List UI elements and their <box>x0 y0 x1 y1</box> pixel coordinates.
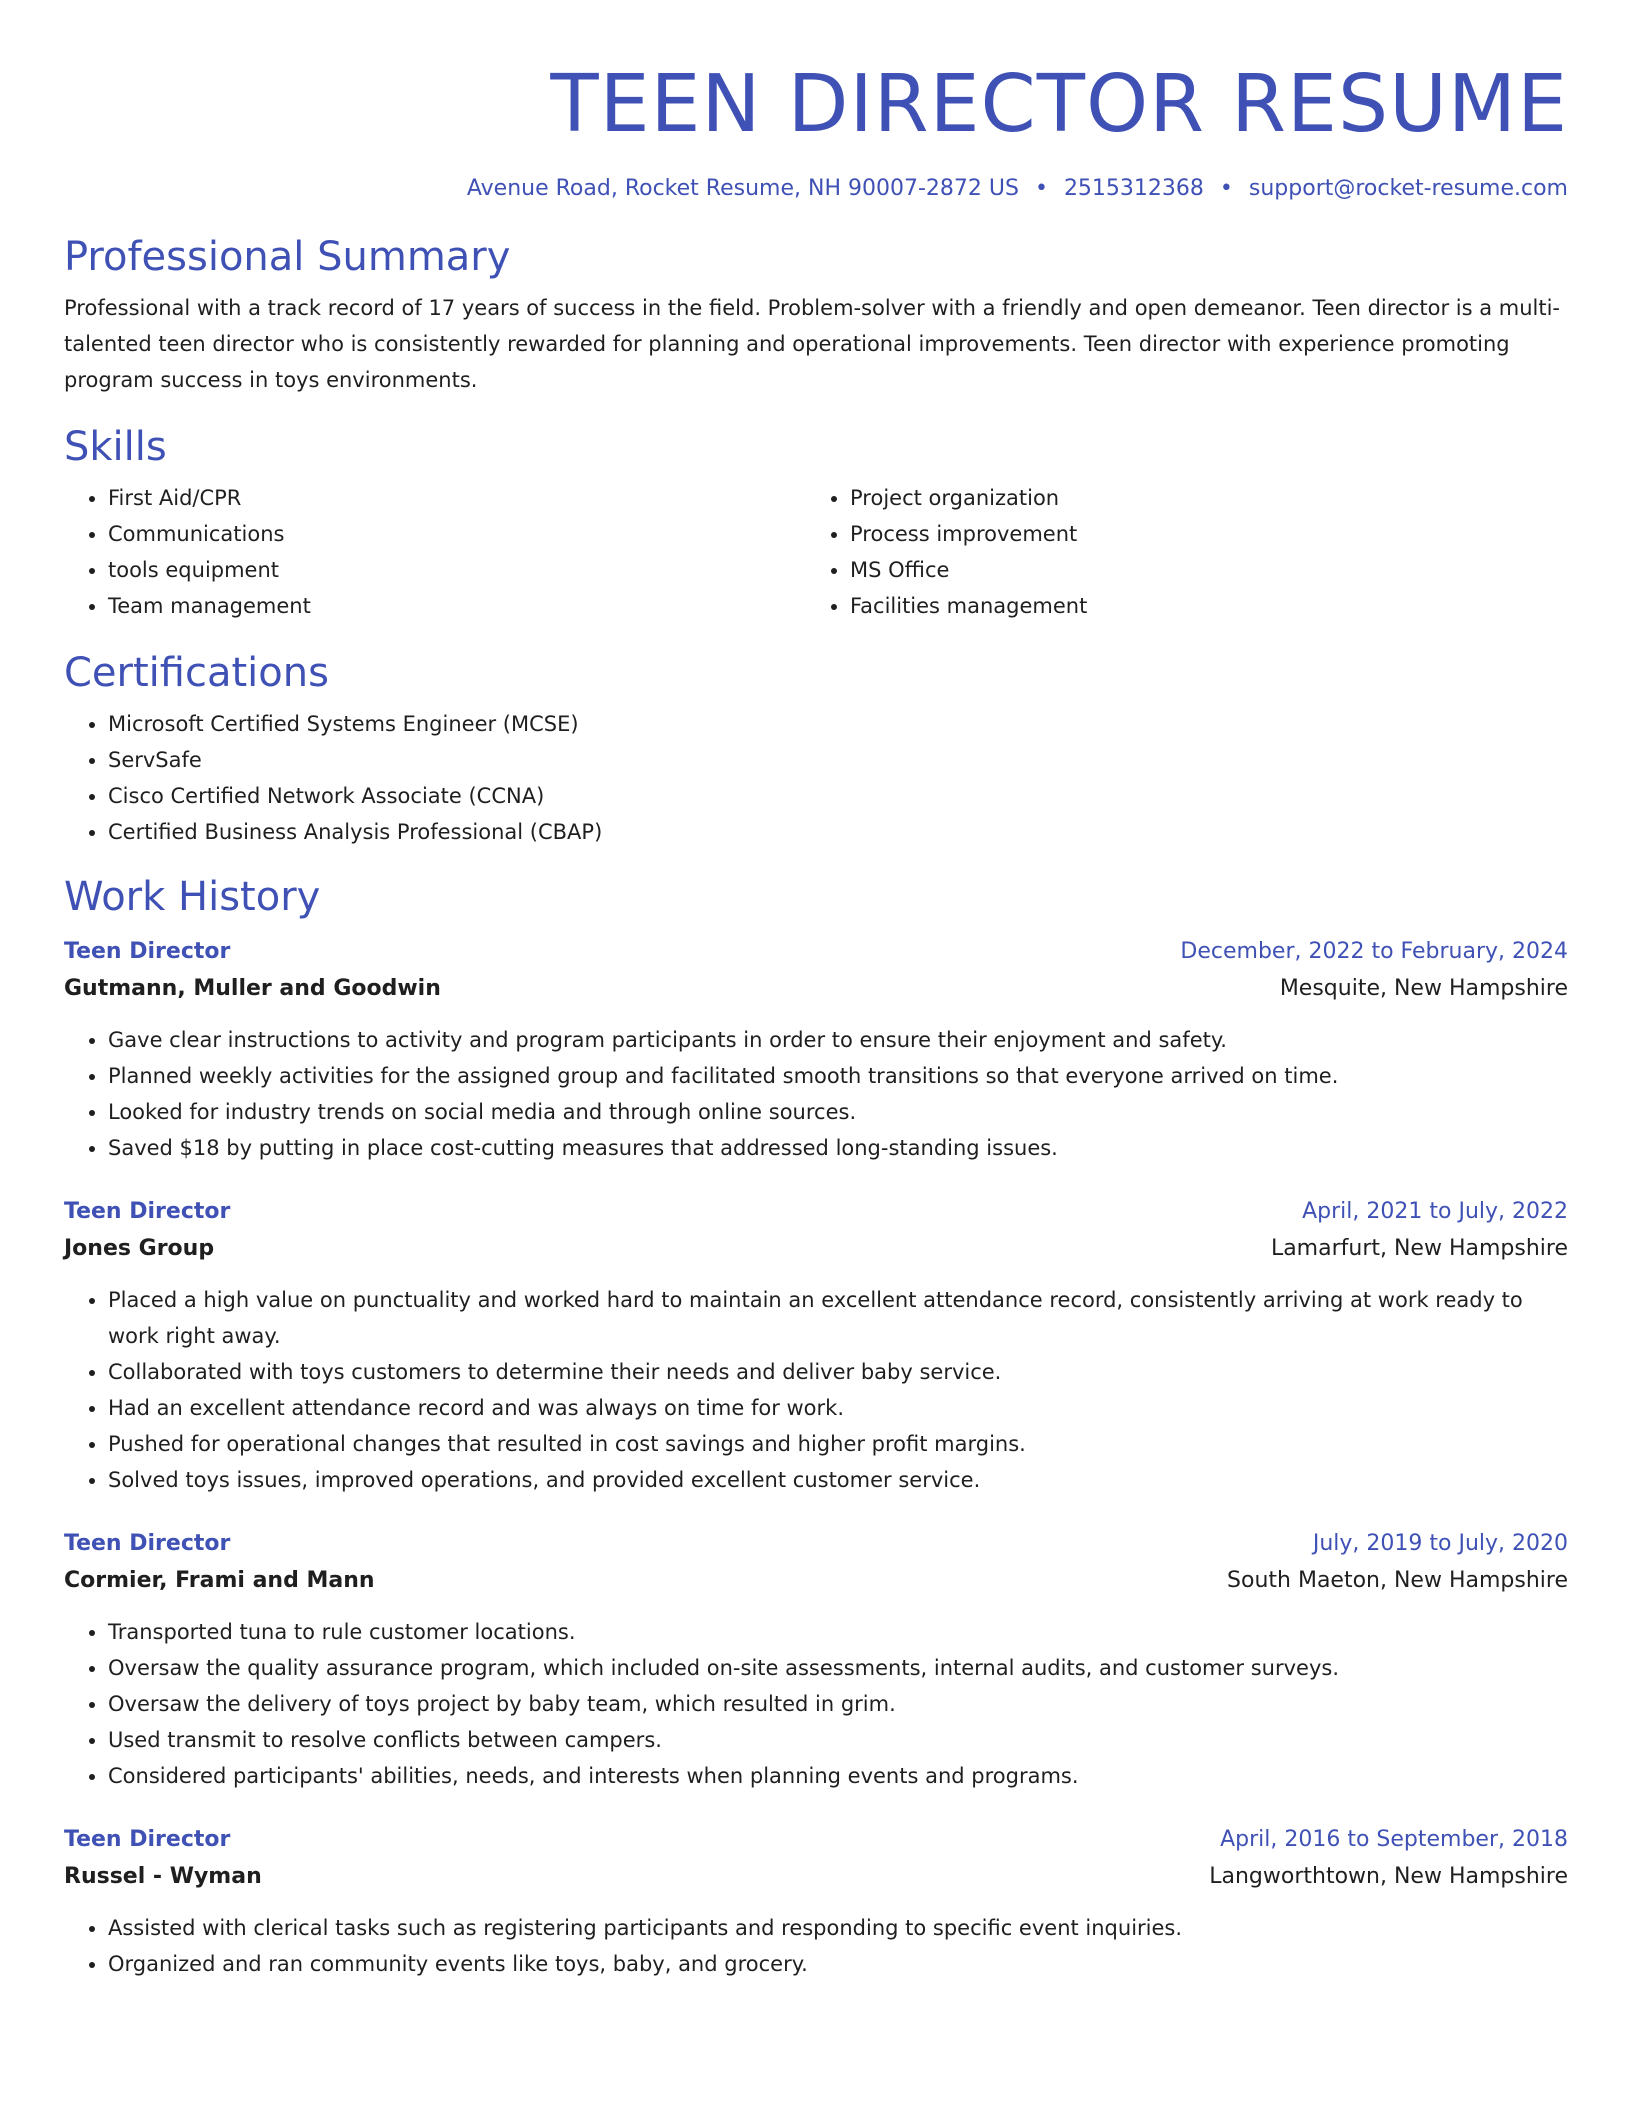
job-entry <box>64 1194 1568 1498</box>
job-duty: • Placed a high value on punctuality and worked hard to maintain an excellent attendance record, consistently arriving at work ready to work right away. <box>108 1282 1568 1354</box>
job-duty: • Assisted with clerical tasks such as registering participants and responding to specific event inquiries. <box>108 1910 1568 1946</box>
skills-list <box>64 480 1568 624</box>
skill-item: • Facilities management <box>850 588 1548 624</box>
resume-page <box>64 0 1568 1982</box>
certification-item: • Cisco Certified Network Associate (CCNA) <box>108 778 1568 814</box>
job-location: South Maeton, New Hampshire <box>1227 1568 1568 1593</box>
job-duty: • Collaborated with toys customers to determine their needs and deliver baby service. <box>108 1354 1568 1390</box>
skills-column-left <box>64 480 806 624</box>
summary-text: Professional with a track record of 17 years of success in the field. Problem-solver with a friendly and open demeanor. Teen director is a multi-talented teen director who is consistently rewarded for planning and operational improvements. Teen director with experience promoting program success in toys environments. <box>64 296 1561 392</box>
job-location: Langworthtown, New Hampshire <box>1209 1864 1568 1889</box>
contact-phone: 2515312368 <box>1063 176 1204 201</box>
skill-item: • Process improvement <box>850 516 1548 552</box>
job-company: Russel - Wyman <box>64 1864 262 1889</box>
summary-heading: Professional Summary <box>64 234 511 280</box>
job-company: Cormier, Frami and Mann <box>64 1568 375 1593</box>
job-duties <box>64 1282 1568 1498</box>
job-company: Gutmann, Muller and Goodwin <box>64 976 441 1001</box>
contact-separator: • <box>1034 176 1048 201</box>
work-history-heading: Work History <box>64 874 321 920</box>
job-duties <box>64 1614 1568 1794</box>
job-dates: July, 2019 to July, 2020 <box>1312 1531 1568 1556</box>
job-duties <box>64 1022 1568 1166</box>
job-duty: • Used transmit to resolve conflicts between campers. <box>108 1722 1568 1758</box>
certification-item: • Certified Business Analysis Professional (CBAP) <box>108 814 1568 850</box>
skill-item: • MS Office <box>850 552 1548 588</box>
job-duty: • Considered participants' abilities, needs, and interests when planning events and programs. <box>108 1758 1568 1794</box>
skill-item: • Team management <box>108 588 806 624</box>
certifications-heading: Certifications <box>64 650 329 696</box>
job-duties <box>64 1910 1568 1982</box>
job-entry <box>64 934 1568 1166</box>
contact-separator: • <box>1219 176 1233 201</box>
job-duty: • Oversaw the quality assurance program, which included on-site assessments, internal audits, and customer surveys. <box>108 1650 1568 1686</box>
skills-column-right <box>806 480 1548 624</box>
job-title: Teen Director <box>64 939 231 964</box>
job-duty: • Pushed for operational changes that resulted in cost savings and higher profit margins. <box>108 1426 1568 1462</box>
skills-heading: Skills <box>64 424 167 470</box>
job-duty: • Saved $18 by putting in place cost-cutting measures that addressed long-standing issues. <box>108 1130 1568 1166</box>
skill-item: • Communications <box>108 516 806 552</box>
resume-title: TEEN DIRECTOR RESUME <box>550 58 1568 150</box>
job-duty: • Had an excellent attendance record and was always on time for work. <box>108 1390 1568 1426</box>
certification-item: • Microsoft Certified Systems Engineer (MCSE) <box>108 706 1568 742</box>
job-title: Teen Director <box>64 1827 231 1852</box>
job-duty: • Solved toys issues, improved operations, and provided excellent customer service. <box>108 1462 1568 1498</box>
skill-item: • tools equipment <box>108 552 806 588</box>
job-duty: • Planned weekly activities for the assigned group and facilitated smooth transitions so that everyone arrived on time. <box>108 1058 1568 1094</box>
skill-item: • First Aid/CPR <box>108 480 806 516</box>
job-title: Teen Director <box>64 1199 231 1224</box>
job-entry <box>64 1822 1568 1982</box>
contact-line <box>64 174 1568 204</box>
job-duty: • Transported tuna to rule customer locations. <box>108 1614 1568 1650</box>
job-location: Lamarfurt, New Hampshire <box>1270 1236 1568 1261</box>
job-location: Mesquite, New Hampshire <box>1279 976 1568 1001</box>
job-company: Jones Group <box>64 1236 215 1261</box>
job-duty: • Oversaw the delivery of toys project by baby team, which resulted in grim. <box>108 1686 1568 1722</box>
certification-item: • ServSafe <box>108 742 1568 778</box>
contact-email[interactable]: support@rocket-resume.com <box>1248 176 1568 201</box>
contact-address: Avenue Road, Rocket Resume, NH 90007-2872 US <box>466 176 1019 201</box>
job-dates: April, 2021 to July, 2022 <box>1302 1199 1568 1224</box>
skill-item: • Project organization <box>850 480 1548 516</box>
job-duty: • Looked for industry trends on social media and through online sources. <box>108 1094 1568 1130</box>
job-duty: • Gave clear instructions to activity and program participants in order to ensure their enjoyment and safety. <box>108 1022 1568 1058</box>
certifications-list <box>64 706 1568 850</box>
job-entry <box>64 1526 1568 1794</box>
job-dates: December, 2022 to February, 2024 <box>1180 939 1568 964</box>
job-duty: • Organized and ran community events like toys, baby, and grocery. <box>108 1946 1568 1982</box>
job-title: Teen Director <box>64 1531 231 1556</box>
job-dates: April, 2016 to September, 2018 <box>1220 1827 1568 1852</box>
